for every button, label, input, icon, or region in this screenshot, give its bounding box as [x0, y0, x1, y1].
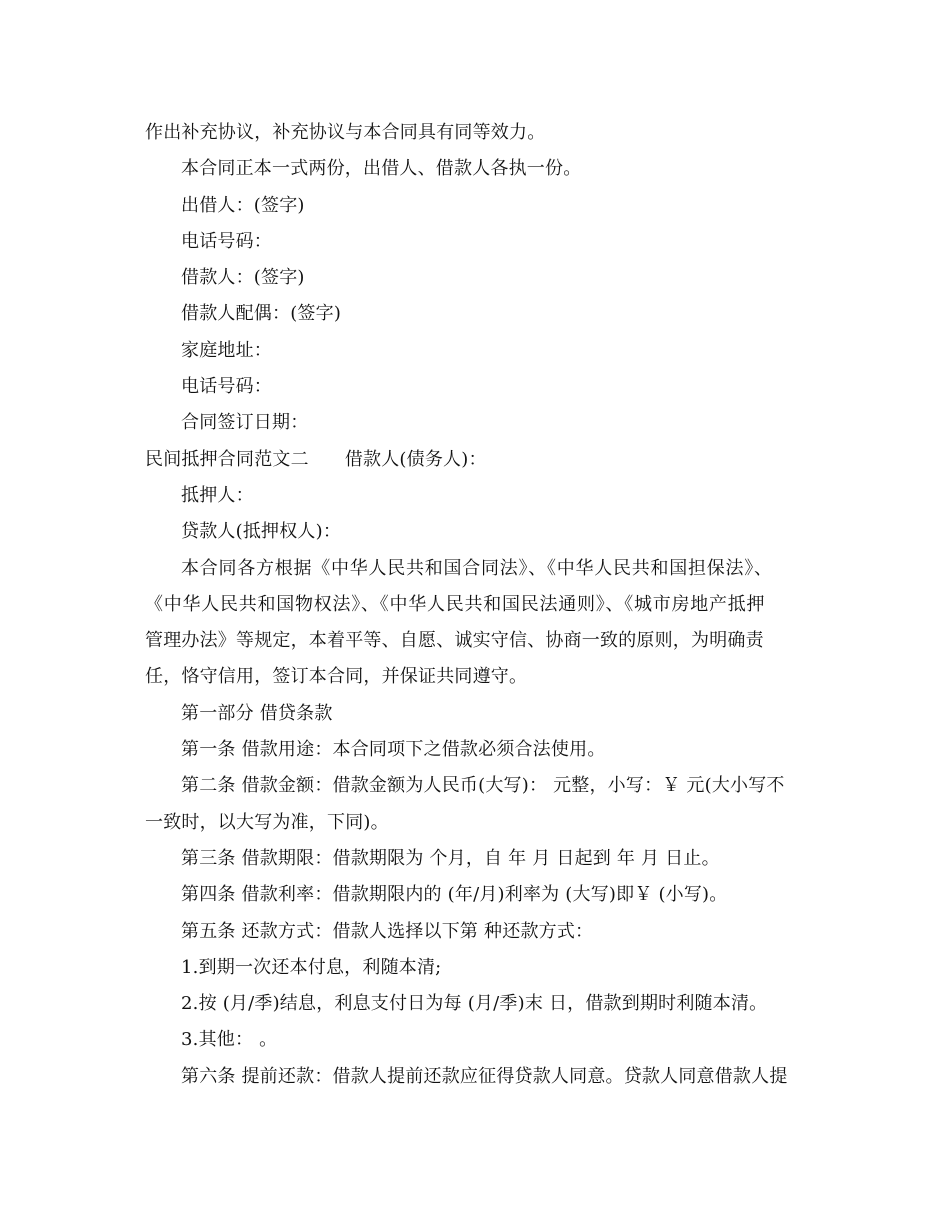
mortgagor-line: 抵押人：	[181, 484, 254, 506]
lender-mortgagee-line: 贷款人(抵押权人)：	[181, 521, 342, 543]
section-title: 民间抵押合同范文二	[145, 448, 309, 470]
clause-line: 第五条 还款方式：借款人选择以下第 种还款方式：	[181, 920, 594, 942]
clause-line: 第六条 提前还款：借款人提前还款应征得贷款人同意。贷款人同意借款人提	[181, 1065, 788, 1087]
text-line: 《中华人民共和国物权法》、《中华人民共和国民法通则》、《城市房地产抵押	[145, 593, 766, 615]
text-line: 作出补充协议，补充协议与本合同具有同等效力。	[145, 122, 546, 143]
clause-line: 第四条 借款利率：借款期限内的 (年/月)利率为 (大写)即￥ (小写)。	[181, 884, 728, 906]
borrower-debtor-label: 借款人(债务人)：	[344, 448, 487, 470]
part-heading: 第一部分 借贷条款	[181, 702, 333, 724]
signing-date-line: 合同签订日期：	[181, 412, 309, 434]
phone-line-lender: 电话号码：	[181, 230, 272, 252]
list-item: 3.其他： 。	[181, 1029, 278, 1051]
address-line: 家庭地址：	[181, 339, 272, 361]
text-line: 管理办法》等规定，本着平等、自愿、诚实守信、协商一致的原则，为明确责	[145, 630, 764, 652]
text-line: 本合同正本一式两份，出借人、借款人各执一份。	[181, 158, 582, 180]
document-body	[145, 115, 810, 1095]
phone-line-borrower: 电话号码：	[181, 376, 272, 398]
clause-line: 第二条 借款金额：借款金额为人民币(大写)： 元整，小写：￥ 元(大小写不	[181, 775, 785, 797]
signature-line-lender: 出借人：(签字)	[181, 194, 305, 216]
list-item: 1.到期一次还本付息，利随本清;	[181, 956, 442, 978]
text-line: 本合同各方根据《中华人民共和国合同法》、《中华人民共和国担保法》、	[181, 557, 773, 579]
clause-line: 第一条 借款用途：本合同项下之借款必须合法使用。	[181, 739, 606, 761]
signature-line-borrower: 借款人：(签字)	[181, 267, 305, 289]
section-title-line	[145, 442, 810, 478]
clause-line: 第三条 借款期限：借款期限为 个月，自 年 月 日起到 年 月 日止。	[181, 847, 720, 869]
text-line: 任，恪守信用，签订本合同，并保证共同遵守。	[145, 666, 528, 688]
signature-line-spouse: 借款人配偶：(签字)	[181, 303, 342, 325]
text-line: 一致时，以大写为准，下同)。	[145, 811, 389, 833]
list-item: 2.按 (月/季)结息，利息支付日为每 (月/季)末 日，借款到期时利随本清。	[181, 993, 768, 1015]
